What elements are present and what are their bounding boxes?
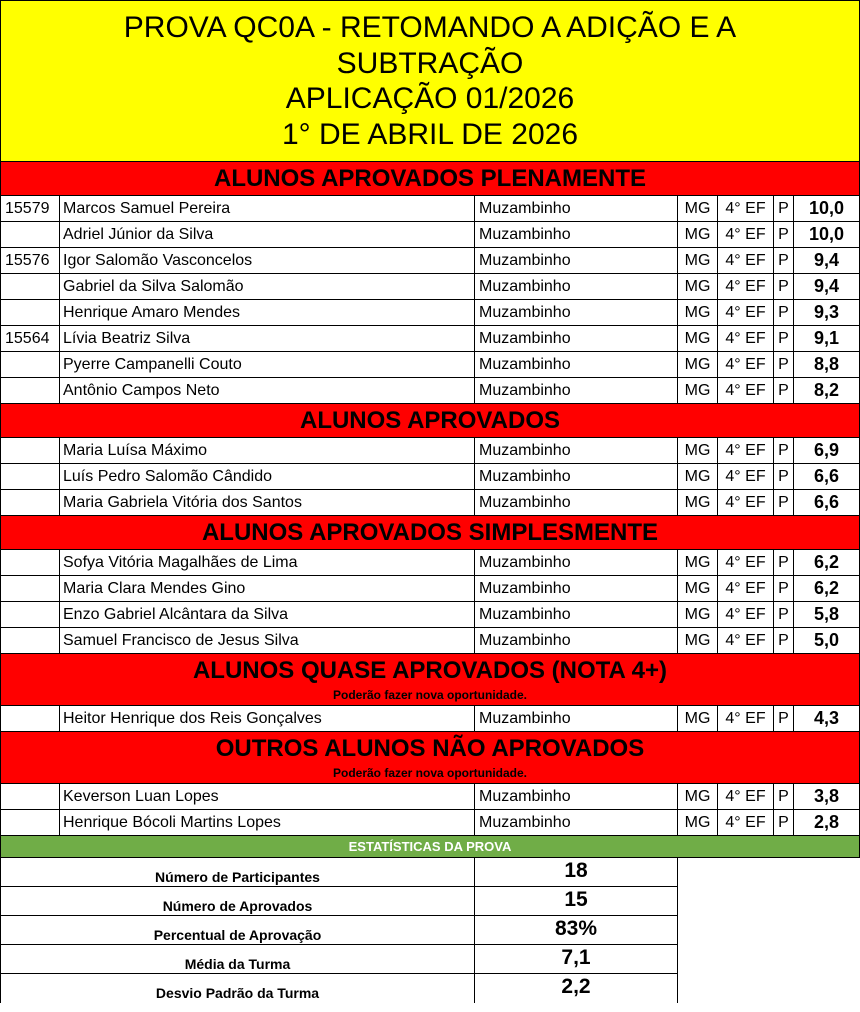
student-row: [0, 550, 860, 576]
student-grade: 4° EF: [718, 706, 774, 732]
student-row: [0, 706, 860, 732]
student-state: MG: [678, 602, 718, 628]
student-code: [0, 810, 60, 836]
student-score: 8,2: [794, 378, 860, 404]
student-state: MG: [678, 196, 718, 222]
student-state: MG: [678, 490, 718, 516]
student-row: [0, 326, 860, 352]
student-code: [0, 352, 60, 378]
student-row: [0, 490, 860, 516]
student-row: [0, 810, 860, 836]
student-code: [0, 550, 60, 576]
student-name: Pyerre Campanelli Couto: [60, 352, 475, 378]
student-score: 6,6: [794, 464, 860, 490]
student-score: 10,0: [794, 222, 860, 248]
student-city: Muzambinho: [475, 490, 678, 516]
student-grade: 4° EF: [718, 274, 774, 300]
student-type: P: [774, 576, 794, 602]
student-name: Marcos Samuel Pereira: [60, 196, 475, 222]
student-score: 9,3: [794, 300, 860, 326]
student-row: [0, 352, 860, 378]
student-code: [0, 438, 60, 464]
student-state: MG: [678, 326, 718, 352]
student-name: Igor Salomão Vasconcelos: [60, 248, 475, 274]
student-row: [0, 274, 860, 300]
student-name: Maria Clara Mendes Gino: [60, 576, 475, 602]
student-type: P: [774, 378, 794, 404]
student-row: [0, 300, 860, 326]
student-name: Adriel Júnior da Silva: [60, 222, 475, 248]
student-state: MG: [678, 464, 718, 490]
student-city: Muzambinho: [475, 378, 678, 404]
exam-title-line-2: SUBTRAÇÃO: [336, 46, 524, 80]
student-grade: 4° EF: [718, 810, 774, 836]
student-grade: 4° EF: [718, 438, 774, 464]
student-name: Antônio Campos Neto: [60, 378, 475, 404]
student-row: [0, 196, 860, 222]
student-grade: 4° EF: [718, 352, 774, 378]
student-grade: 4° EF: [718, 300, 774, 326]
student-score: 10,0: [794, 196, 860, 222]
student-grade: 4° EF: [718, 248, 774, 274]
student-grade: 4° EF: [718, 196, 774, 222]
student-score: 5,0: [794, 628, 860, 654]
stats-row: [0, 974, 860, 1003]
student-type: P: [774, 628, 794, 654]
section-header: [0, 162, 860, 196]
student-score: 9,1: [794, 326, 860, 352]
student-code: 15579: [0, 196, 60, 222]
student-state: MG: [678, 628, 718, 654]
student-type: P: [774, 810, 794, 836]
student-row: [0, 576, 860, 602]
student-city: Muzambinho: [475, 550, 678, 576]
student-row: [0, 222, 860, 248]
stats-row: [0, 858, 860, 887]
stats-table: [0, 858, 860, 1003]
student-row: [0, 784, 860, 810]
student-type: P: [774, 196, 794, 222]
student-code: [0, 784, 60, 810]
exam-title-line-1: PROVA QC0A - RETOMANDO A ADIÇÃO E A: [123, 11, 737, 44]
student-name: Maria Luísa Máximo: [60, 438, 475, 464]
student-grade: 4° EF: [718, 628, 774, 654]
student-name: Heitor Henrique dos Reis Gonçalves: [60, 706, 475, 732]
student-code: [0, 628, 60, 654]
student-code: 15564: [0, 326, 60, 352]
student-row: [0, 248, 860, 274]
student-row: [0, 602, 860, 628]
student-grade: 4° EF: [718, 378, 774, 404]
student-score: 6,2: [794, 550, 860, 576]
student-city: Muzambinho: [475, 784, 678, 810]
student-code: [0, 464, 60, 490]
stats-value: 83%: [475, 916, 678, 945]
student-code: [0, 706, 60, 732]
student-city: Muzambinho: [475, 300, 678, 326]
student-score: 6,6: [794, 490, 860, 516]
student-score: 2,8: [794, 810, 860, 836]
student-type: P: [774, 706, 794, 732]
student-type: P: [774, 490, 794, 516]
student-type: P: [774, 602, 794, 628]
student-row: [0, 438, 860, 464]
student-state: MG: [678, 300, 718, 326]
student-city: Muzambinho: [475, 810, 678, 836]
student-name: Luís Pedro Salomão Cândido: [60, 464, 475, 490]
student-city: Muzambinho: [475, 326, 678, 352]
student-code: [0, 378, 60, 404]
student-type: P: [774, 438, 794, 464]
section-title: ALUNOS APROVADOS PLENAMENTE: [213, 165, 647, 192]
student-state: MG: [678, 248, 718, 274]
student-code: [0, 274, 60, 300]
student-city: Muzambinho: [475, 248, 678, 274]
section-title: ALUNOS QUASE APROVADOS (NOTA 4+): [192, 657, 668, 684]
student-city: Muzambinho: [475, 628, 678, 654]
student-grade: 4° EF: [718, 490, 774, 516]
student-name: Samuel Francisco de Jesus Silva: [60, 628, 475, 654]
student-score: 5,8: [794, 602, 860, 628]
section-header: [0, 654, 860, 706]
stats-row: [0, 887, 860, 916]
student-code: [0, 300, 60, 326]
student-state: MG: [678, 222, 718, 248]
student-state: MG: [678, 438, 718, 464]
student-code: [0, 222, 60, 248]
student-type: P: [774, 274, 794, 300]
section-subtitle: Poderão fazer nova oportunidade.: [332, 688, 528, 702]
stats-value: 7,1: [475, 945, 678, 974]
student-city: Muzambinho: [475, 602, 678, 628]
student-row: [0, 628, 860, 654]
student-state: MG: [678, 576, 718, 602]
student-name: Maria Gabriela Vitória dos Santos: [60, 490, 475, 516]
section-header: [0, 732, 860, 784]
section-subtitle: Poderão fazer nova oportunidade.: [332, 766, 528, 780]
section-title: ALUNOS APROVADOS SIMPLESMENTE: [201, 519, 659, 546]
student-city: Muzambinho: [475, 274, 678, 300]
results-table: [0, 162, 860, 836]
student-name: Lívia Beatriz Silva: [60, 326, 475, 352]
student-type: P: [774, 464, 794, 490]
student-city: Muzambinho: [475, 222, 678, 248]
student-code: [0, 490, 60, 516]
section-title: ALUNOS APROVADOS: [299, 407, 560, 434]
student-row: [0, 464, 860, 490]
stats-label: Percentual de Aprovação: [0, 916, 475, 945]
student-city: Muzambinho: [475, 576, 678, 602]
exam-title-block: [0, 0, 860, 162]
section-header: [0, 516, 860, 550]
student-score: 6,2: [794, 576, 860, 602]
student-state: MG: [678, 550, 718, 576]
student-name: Gabriel da Silva Salomão: [60, 274, 475, 300]
student-code: 15576: [0, 248, 60, 274]
exam-date: 1° DE ABRIL DE 2026: [281, 117, 579, 151]
student-score: 6,9: [794, 438, 860, 464]
stats-header: ESTATÍSTICAS DA PROVA: [0, 836, 860, 858]
student-name: Henrique Bócoli Martins Lopes: [60, 810, 475, 836]
student-city: Muzambinho: [475, 438, 678, 464]
stats-row: [0, 945, 860, 974]
student-city: Muzambinho: [475, 352, 678, 378]
student-score: 9,4: [794, 248, 860, 274]
student-grade: 4° EF: [718, 464, 774, 490]
stats-label: Média da Turma: [0, 945, 475, 974]
student-state: MG: [678, 706, 718, 732]
student-state: MG: [678, 784, 718, 810]
student-score: 9,4: [794, 274, 860, 300]
student-state: MG: [678, 352, 718, 378]
stats-row: [0, 916, 860, 945]
student-code: [0, 602, 60, 628]
student-type: P: [774, 248, 794, 274]
student-state: MG: [678, 810, 718, 836]
student-score: 4,3: [794, 706, 860, 732]
section-header: [0, 404, 860, 438]
exam-application: APLICAÇÃO 01/2026: [285, 82, 575, 115]
student-type: P: [774, 550, 794, 576]
section-title: OUTROS ALUNOS NÃO APROVADOS: [215, 735, 645, 762]
student-name: Keverson Luan Lopes: [60, 784, 475, 810]
student-score: 8,8: [794, 352, 860, 378]
student-code: [0, 576, 60, 602]
student-state: MG: [678, 274, 718, 300]
student-grade: 4° EF: [718, 784, 774, 810]
student-type: P: [774, 784, 794, 810]
student-state: MG: [678, 378, 718, 404]
stats-value: 15: [475, 887, 678, 916]
student-type: P: [774, 326, 794, 352]
student-city: Muzambinho: [475, 706, 678, 732]
stats-label: Desvio Padrão da Turma: [0, 974, 475, 1003]
student-grade: 4° EF: [718, 550, 774, 576]
student-city: Muzambinho: [475, 464, 678, 490]
student-grade: 4° EF: [718, 602, 774, 628]
student-row: [0, 378, 860, 404]
student-name: Sofya Vitória Magalhães de Lima: [60, 550, 475, 576]
student-score: 3,8: [794, 784, 860, 810]
student-type: P: [774, 352, 794, 378]
student-name: Enzo Gabriel Alcântara da Silva: [60, 602, 475, 628]
student-grade: 4° EF: [718, 222, 774, 248]
stats-value: 2,2: [475, 974, 678, 1003]
student-city: Muzambinho: [475, 196, 678, 222]
stats-label: Número de Aprovados: [0, 887, 475, 916]
student-type: P: [774, 300, 794, 326]
student-name: Henrique Amaro Mendes: [60, 300, 475, 326]
student-type: P: [774, 222, 794, 248]
student-grade: 4° EF: [718, 326, 774, 352]
stats-value: 18: [475, 858, 678, 887]
student-grade: 4° EF: [718, 576, 774, 602]
stats-label: Número de Participantes: [0, 858, 475, 887]
